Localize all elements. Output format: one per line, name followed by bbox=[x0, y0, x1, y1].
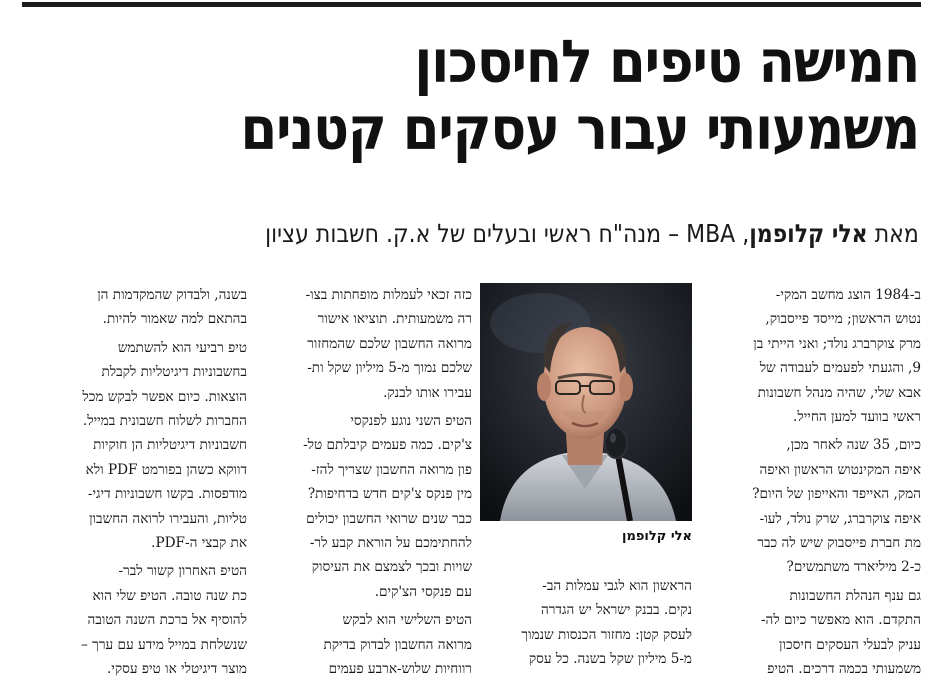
article-text-line: מת חברת פייסבוק שיש לה כבר bbox=[757, 535, 921, 552]
article-text-line: כבר שנים שרואי החשבון יכולים bbox=[306, 510, 472, 527]
article-text-line: את קבצי ה-PDF. bbox=[151, 535, 247, 552]
headline bbox=[109, 28, 919, 162]
article-text-line: החברות לשלוח חשבונית במייל. bbox=[82, 413, 247, 430]
article-text-line: איפה המקינטוש הראשון ואיפה bbox=[759, 461, 921, 478]
headline-line-2: משמעותי עבור עסקים קטנים bbox=[240, 94, 919, 163]
article-text-line: נטוש הראשון; מייסד פייסבוק, bbox=[765, 311, 921, 328]
article-text-line: טליות, והעבירו לרואה החשבון bbox=[89, 510, 247, 527]
article-text-line: צ'קים. כמה פעמים קיבלתם טל- bbox=[303, 437, 472, 454]
author-portrait-image bbox=[480, 283, 692, 521]
article-text-line: משמעותי בכמה דרכים. הטיפ bbox=[767, 661, 921, 678]
article-column-4 bbox=[22, 283, 247, 682]
article-text-line: כ-2 מיליארד משתמשים? bbox=[786, 559, 921, 576]
article-text-line: ראשי בוועד למען החייל. bbox=[793, 409, 921, 426]
article-text-line: כיום, 35 שנה לאחר מכן, bbox=[786, 437, 921, 454]
article-text-line: שלכם נמוך מ-5 מיליון שקל ות- bbox=[307, 360, 472, 377]
article-text-line: 9, והגעתי לפעמים לעבודה של bbox=[759, 360, 921, 377]
byline-degree: , MBA – bbox=[668, 219, 750, 248]
article-text-line: התקדם. הוא מאפשר כיום לה- bbox=[760, 612, 921, 629]
article-column-2 bbox=[480, 574, 692, 672]
article-text-line: בשנה, ולבדוק שהמקדמות הן bbox=[97, 287, 247, 303]
headline-line-1: חמישה טיפים לחיסכון bbox=[414, 27, 919, 96]
article-text-line: מ-5 מיליון שקל בשנה. כל עסק bbox=[528, 651, 692, 668]
article-text-line: להחתימכם על הוראת קבע לר- bbox=[309, 535, 472, 552]
article-text-line: להוסיף אל ברכת השנה הטובה bbox=[87, 612, 247, 629]
byline-role: מנה"ח ראשי ובעלים של א.ק. חשבות עציון bbox=[265, 219, 662, 248]
article-text-line: טיפ רביעי הוא להשתמש bbox=[117, 339, 247, 356]
article-text-line: שנשלחת במייל מידע עם ערך – bbox=[81, 636, 247, 653]
article-text-line: מרואה החשבון שלכם שהמחזור bbox=[307, 335, 472, 352]
byline bbox=[265, 214, 919, 254]
article-text-line: עבירו אותו לבנק. bbox=[383, 384, 472, 401]
byline-author: אלי קלופמן bbox=[749, 219, 868, 248]
article-text-line: נקים. בבנק ישראל יש הגדרה bbox=[540, 602, 692, 619]
photo-caption: אלי קלופמן bbox=[621, 529, 692, 544]
article-text-line: מודפסות. בקשו חשבוניות דיגי- bbox=[87, 486, 247, 503]
author-photo bbox=[480, 283, 692, 521]
article-text-line: הטיפ השני נוגע לפנקסי bbox=[350, 413, 472, 430]
article-text-line: פון מרואה החשבון שצריך להז- bbox=[311, 461, 472, 478]
article-text-line: הראשון הוא לגבי עמלות הב- bbox=[542, 578, 692, 594]
article-text-line: רווחיות שלוש-ארבע פעמים bbox=[328, 661, 472, 678]
article-text-line: עניק לבעלי העסקים חיסכון bbox=[779, 636, 921, 653]
article-column-3 bbox=[260, 283, 472, 682]
article-text-line: גם ענף הנהלת החשבונות bbox=[789, 587, 921, 604]
byline-prefix: מאת bbox=[874, 219, 919, 248]
article-text-line: כזה זכאי לעמלות מופחתות בצו- bbox=[305, 287, 472, 303]
article-text-line: ב-1984 הוצג מחשב המקי- bbox=[775, 287, 921, 303]
top-rule bbox=[22, 2, 921, 7]
article-text-line: לעסק קטן: מחזור הכנסות שנמוך bbox=[521, 626, 692, 643]
article-text-line: רה משמעותית. תוציאו אישור bbox=[317, 311, 472, 328]
article-text-line: מין פנקס צ'קים חדש בדחיפות? bbox=[307, 486, 472, 503]
article-text-line: בהתאם למה שאמור להיות. bbox=[102, 311, 247, 328]
article-text-line: המק, האייפד והאייפון של היום? bbox=[752, 486, 921, 503]
article-text-line: כת שנה טובה. הטיפ שלי הוא bbox=[92, 587, 247, 604]
article-text-line: הוצאות. כיום אפשר לבקש מכל bbox=[82, 388, 247, 405]
article-text-line: איפה צוקרברג, שרק נולד, לעו- bbox=[759, 510, 921, 527]
article-text-line: מוצר דיגיטלי או טיפ עסקי. bbox=[106, 661, 247, 678]
article-text-line: חשבוניות דיגיטליות הן חוקיות bbox=[93, 437, 247, 454]
article-text-line: מרק צוקרברג נולד; ואני הייתי בן bbox=[753, 335, 921, 352]
article-text-line: בחשבוניות דיגיטליות לקבלת bbox=[101, 364, 247, 381]
article-text-line: עם פנקסי הצ'קים. bbox=[374, 583, 472, 600]
article-text-line: דווקא כשהן בפורמט PDF ולא bbox=[85, 461, 247, 478]
article-column-1 bbox=[702, 283, 921, 682]
article-text-line: מרואה החשבון לבדוק בדיקת bbox=[323, 636, 472, 653]
article-text-line: אבא שלי, שהיה מנהל חשבונות bbox=[757, 384, 921, 401]
article-text-line: הטיפ האחרון קשור לבר- bbox=[118, 563, 247, 580]
article-text-line: שויות ובכך לצמצם את העיסוק bbox=[311, 559, 472, 576]
article-text-line: הטיפ השלישי הוא לבקש bbox=[342, 612, 472, 629]
